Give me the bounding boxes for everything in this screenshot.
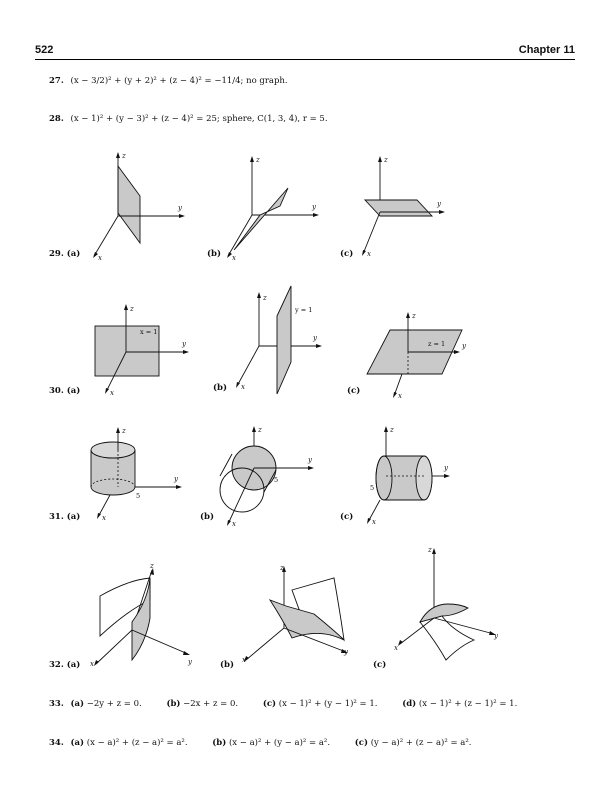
row-32-c-label: (c): [373, 660, 387, 670]
problem-34: 34. (a) (x − a)² + (z − a)² = a². (b) (x − a)² + (y − a)² = a². (c) (y − a)² + (z − a)² = a².: [49, 738, 472, 748]
annotation-z-eq-1: z = 1: [428, 340, 446, 348]
figure-29c: [355, 150, 465, 265]
figure-29b: [222, 150, 332, 265]
header-rule: [35, 59, 575, 60]
svg-text:x: x: [102, 514, 106, 522]
row-29-b-label: (b): [207, 249, 221, 259]
problem-number: 27.: [49, 76, 64, 86]
figure-32a: [88, 560, 208, 675]
svg-text:z: z: [122, 427, 126, 435]
svg-text:x: x: [398, 392, 402, 400]
problem-28: [49, 114, 328, 124]
problem-27: [49, 76, 288, 86]
page-header: [35, 44, 575, 58]
svg-text:y: y: [437, 200, 441, 208]
svg-text:y: y: [313, 334, 317, 342]
annotation-5: 5: [136, 492, 141, 500]
row-30-b-label: (b): [213, 383, 227, 393]
svg-text:y: y: [188, 658, 192, 666]
svg-text:x: x: [372, 518, 376, 526]
svg-text:y: y: [308, 456, 312, 464]
row-29-label: 29. (a): [49, 249, 81, 259]
plane-surface: [234, 188, 288, 250]
svg-text:x: x: [241, 383, 245, 391]
figure-31a: [88, 425, 198, 525]
svg-text:z: z: [280, 564, 284, 572]
row-31-c-label: (c): [340, 512, 354, 522]
x-axis: [246, 628, 284, 660]
page-number: 522: [35, 44, 54, 56]
svg-text:x: x: [98, 254, 102, 262]
svg-text:z: z: [256, 156, 260, 164]
figure-32c: [390, 546, 510, 671]
svg-text:5: 5: [370, 484, 375, 492]
problem-number: 28.: [49, 114, 64, 124]
x-axis: [228, 215, 252, 256]
svg-text:z: z: [412, 312, 416, 320]
chapter-title: Chapter 11: [518, 44, 575, 56]
svg-text:x: x: [90, 660, 94, 668]
x-axis: [237, 346, 259, 386]
figure-30b: [225, 282, 335, 397]
row-31-b-label: (b): [200, 512, 214, 522]
svg-text:y: y: [494, 632, 498, 640]
svg-text:z: z: [122, 152, 126, 160]
annotation-y-eq-1: y = 1: [295, 306, 313, 314]
svg-text:x: x: [110, 389, 114, 397]
svg-text:x: x: [232, 520, 236, 528]
row-32-label: 32. (a): [49, 660, 81, 670]
svg-text:x: x: [367, 250, 371, 258]
svg-text:z: z: [130, 305, 134, 313]
figure-29a: [88, 148, 198, 263]
svg-text:y: y: [178, 204, 182, 212]
problem-text: (x − 3/2)² + (y + 2)² + (z − 4)² = −11/4; no graph.: [70, 76, 288, 86]
svg-text:y: y: [444, 464, 448, 472]
svg-text:z: z: [428, 546, 432, 554]
row-30-label: 30. (a): [49, 386, 81, 396]
svg-text:y: y: [312, 203, 316, 211]
svg-text:y: y: [174, 475, 178, 483]
figure-30c: [362, 300, 482, 405]
figure-30a: [92, 300, 202, 400]
x-axis: [94, 216, 118, 256]
svg-text:z: z: [258, 426, 262, 434]
svg-text:z: z: [384, 156, 388, 164]
svg-text:z: z: [263, 294, 267, 302]
svg-text:x: x: [394, 644, 398, 652]
svg-text:x: x: [232, 254, 236, 262]
x-axis: [363, 212, 380, 254]
svg-text:z: z: [390, 426, 394, 434]
problem-text: (x − 1)² + (y − 3)² + (z − 4)² = 25; sphere, C(1, 3, 4), r = 5.: [70, 114, 328, 124]
plane-surface: [277, 286, 291, 394]
figure-32b: [238, 562, 358, 672]
row-32-b-label: (b): [220, 660, 234, 670]
plane-surface: [118, 166, 140, 243]
svg-text:z: z: [150, 562, 154, 570]
svg-text:x: x: [242, 656, 246, 664]
svg-text:y: y: [182, 340, 186, 348]
plane-surface: [365, 200, 432, 216]
row-29-c-label: (c): [340, 249, 354, 259]
problem-33: 33. (a) −2y + z = 0. (b) −2x + z = 0. (c) (x − 1)² + (y − 1)² = 1. (d) (x − 1)² + (z − 1)² = 1.: [49, 699, 518, 709]
svg-text:y: y: [344, 648, 348, 656]
figure-31c: [358, 424, 468, 534]
row-31-label: 31. (a): [49, 512, 81, 522]
annotation-x-eq-1: x = 1: [140, 328, 158, 336]
svg-text:5: 5: [274, 476, 279, 484]
row-30-c-label: (c): [347, 386, 361, 396]
figure-31b: [212, 424, 332, 534]
svg-text:y: y: [462, 342, 466, 350]
